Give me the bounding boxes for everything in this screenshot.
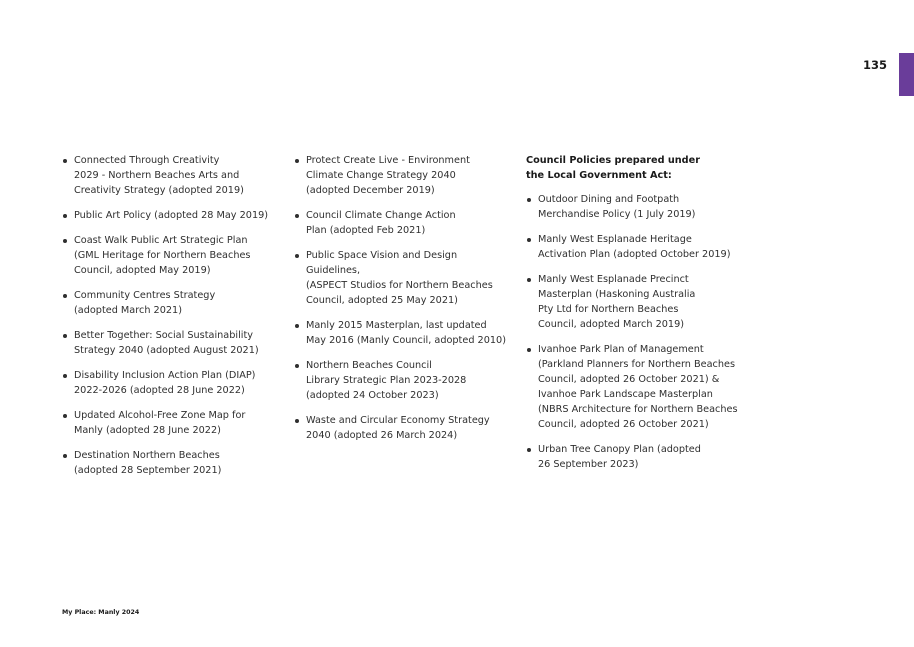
list-item: Community Centres Strategy (adopted March 2021)	[62, 288, 277, 318]
list-item: Better Together: Social Sustainability Strategy 2040 (adopted August 2021)	[62, 328, 277, 358]
list-item: Waste and Circular Economy Strategy 2040 (adopted 26 March 2024)	[294, 413, 514, 443]
page-number: 135	[862, 58, 887, 72]
list-item: Destination Northern Beaches (adopted 28 September 2021)	[62, 448, 277, 478]
column-1	[62, 153, 277, 488]
policy-list	[526, 192, 741, 472]
footer-text: My Place: Manly 2024	[62, 609, 140, 616]
section-heading: Council Policies prepared under the Local Government Act:	[526, 155, 700, 181]
list-item: Outdoor Dining and Footpath Merchandise Policy (1 July 2019)	[526, 192, 741, 222]
accent-tab	[899, 53, 914, 96]
list-item: Connected Through Creativity 2029 - Northern Beaches Arts and Creativity Strategy (adopted 2019)	[62, 153, 277, 198]
list-item: Public Space Vision and Design Guidelines, (ASPECT Studios for Northern Beaches Council, adopted 25 May 2021)	[294, 248, 514, 308]
column-3	[526, 153, 741, 482]
column-2	[294, 153, 514, 453]
list-item: Northern Beaches Council Library Strategic Plan 2023-2028 (adopted 24 October 2023)	[294, 358, 514, 403]
strategy-list-1	[62, 153, 277, 478]
list-item: Manly West Esplanade Precinct Masterplan (Haskoning Australia Pty Ltd for Northern Beaches Council, adopted March 2019)	[526, 272, 741, 332]
list-item: Manly West Esplanade Heritage Activation Plan (adopted October 2019)	[526, 232, 741, 262]
list-item: Disability Inclusion Action Plan (DIAP) 2022-2026 (adopted 28 June 2022)	[62, 368, 277, 398]
list-item: Coast Walk Public Art Strategic Plan (GML Heritage for Northern Beaches Council, adopted May 2019)	[62, 233, 277, 278]
list-item: Ivanhoe Park Plan of Management (Parkland Planners for Northern Beaches Council, adopted 26 October 2021) & Ivanhoe Park Landscape Masterplan (NBRS Architecture for Northern Beaches Council, adopted 26 October 2021)	[526, 342, 741, 432]
list-item: Public Art Policy (adopted 28 May 2019)	[62, 208, 277, 223]
list-item: Updated Alcohol-Free Zone Map for Manly (adopted 28 June 2022)	[62, 408, 277, 438]
list-item: Urban Tree Canopy Plan (adopted 26 September 2023)	[526, 442, 741, 472]
list-item: Protect Create Live - Environment Climate Change Strategy 2040 (adopted December 2019)	[294, 153, 514, 198]
list-item: Council Climate Change Action Plan (adopted Feb 2021)	[294, 208, 514, 238]
strategy-list-2	[294, 153, 514, 443]
list-item: Manly 2015 Masterplan, last updated May 2016 (Manly Council, adopted 2010)	[294, 318, 514, 348]
